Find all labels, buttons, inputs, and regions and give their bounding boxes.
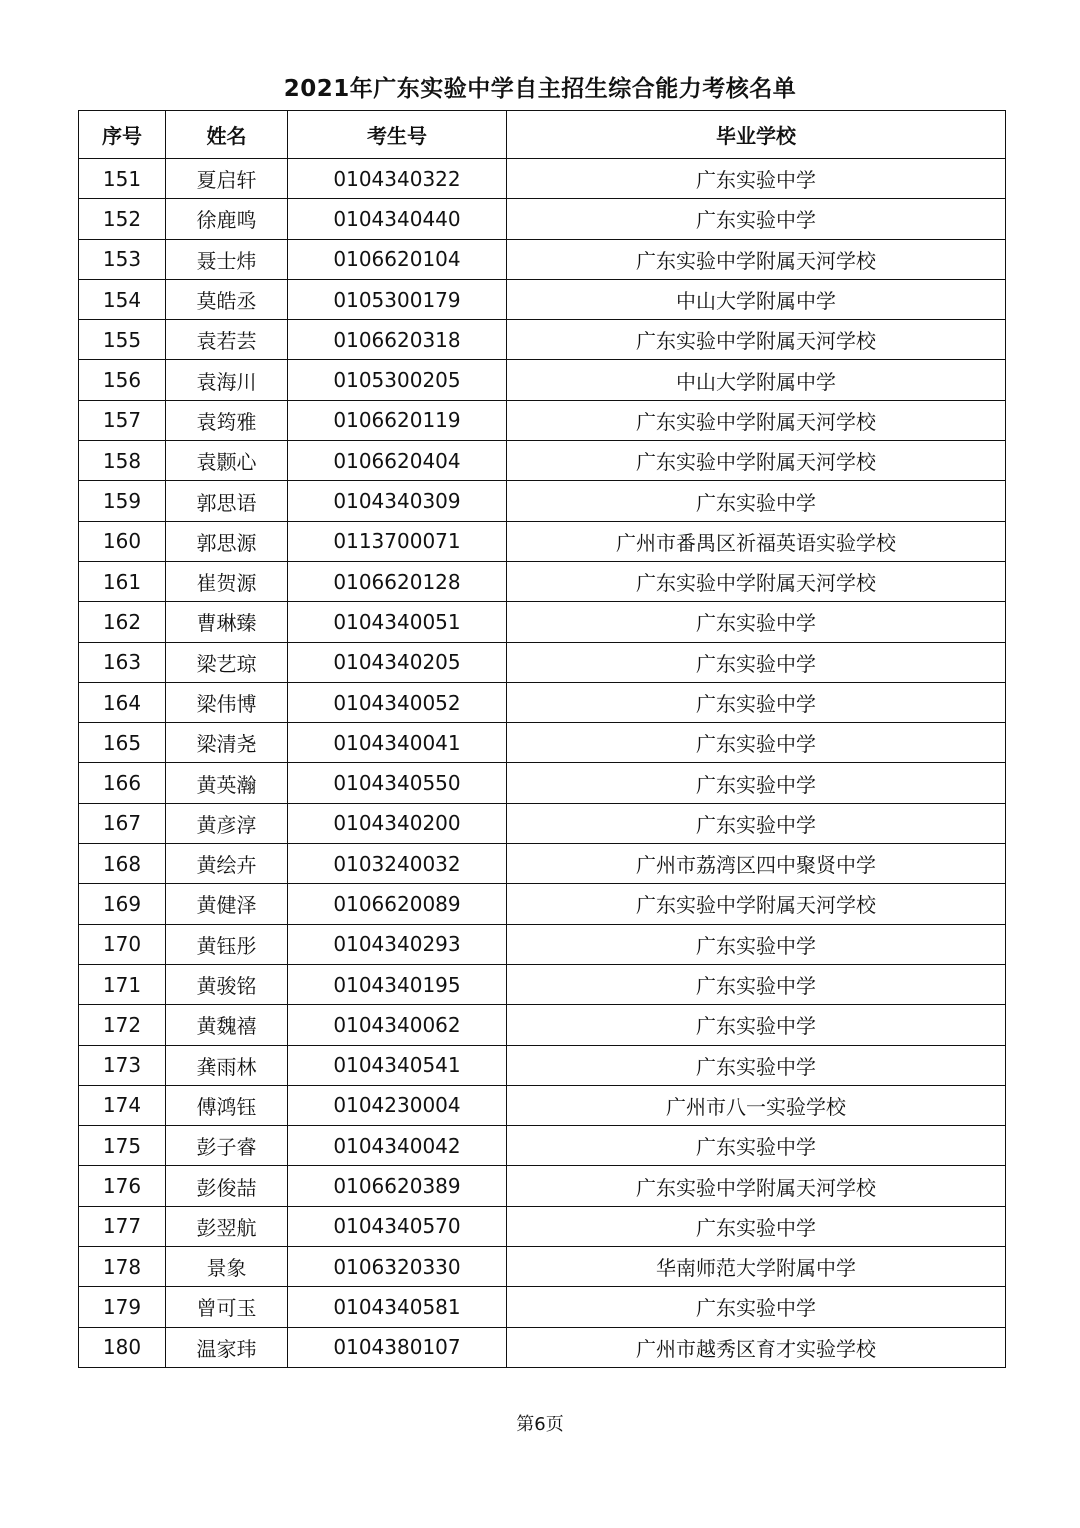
cell-candidate-number: 0104340293: [288, 924, 507, 964]
cell-serial-number: 156: [79, 360, 166, 400]
page-title: 2021年广东实验中学自主招生综合能力考核名单: [283, 76, 797, 102]
cell-serial-number: 177: [79, 1206, 166, 1246]
cell-graduation-school: 广东实验中学: [507, 199, 1006, 239]
header-graduation-school: 毕业学校: [507, 111, 1006, 159]
cell-candidate-number: 0106620128: [288, 561, 507, 601]
cell-graduation-school: 广东实验中学附属天河学校: [507, 239, 1006, 279]
table-row: [79, 1005, 1006, 1045]
header-name: 姓名: [166, 111, 288, 159]
cell-name: 袁若芸: [166, 320, 288, 360]
cell-candidate-number: 0104340200: [288, 803, 507, 843]
cell-name: 聂士炜: [166, 239, 288, 279]
cell-graduation-school: 广东实验中学: [507, 481, 1006, 521]
table-row: [79, 360, 1006, 400]
cell-serial-number: 170: [79, 924, 166, 964]
cell-graduation-school: 广东实验中学附属天河学校: [507, 561, 1006, 601]
candidate-table: [78, 110, 1006, 1368]
cell-serial-number: 179: [79, 1287, 166, 1327]
cell-name: 袁海川: [166, 360, 288, 400]
table-row: [79, 1206, 1006, 1246]
cell-name: 傅鸿钰: [166, 1085, 288, 1125]
cell-serial-number: 154: [79, 279, 166, 319]
table-row: [79, 964, 1006, 1004]
table-row: [79, 239, 1006, 279]
cell-serial-number: 160: [79, 521, 166, 561]
cell-candidate-number: 0104340581: [288, 1287, 507, 1327]
cell-name: 梁伟博: [166, 682, 288, 722]
table-row: [79, 279, 1006, 319]
cell-candidate-number: 0106320330: [288, 1247, 507, 1287]
cell-serial-number: 173: [79, 1045, 166, 1085]
cell-name: 曹琳臻: [166, 602, 288, 642]
cell-candidate-number: 0104340550: [288, 763, 507, 803]
cell-candidate-number: 0104340051: [288, 602, 507, 642]
cell-name: 崔贺源: [166, 561, 288, 601]
cell-graduation-school: 广东实验中学: [507, 159, 1006, 199]
cell-graduation-school: 广东实验中学附属天河学校: [507, 400, 1006, 440]
cell-candidate-number: 0106620404: [288, 441, 507, 481]
header-serial-number: 序号: [79, 111, 166, 159]
cell-name: 袁筠雅: [166, 400, 288, 440]
table-row: [79, 1126, 1006, 1166]
cell-graduation-school: 广东实验中学: [507, 642, 1006, 682]
cell-graduation-school: 广东实验中学: [507, 763, 1006, 803]
cell-name: 景象: [166, 1247, 288, 1287]
page-number: 第6页: [516, 1414, 564, 1435]
cell-serial-number: 175: [79, 1126, 166, 1166]
cell-graduation-school: 广东实验中学: [507, 602, 1006, 642]
table-row: [79, 159, 1006, 199]
table-row: [79, 481, 1006, 521]
table-row: [79, 1045, 1006, 1085]
cell-graduation-school: 广州市越秀区育才实验学校: [507, 1327, 1006, 1367]
cell-serial-number: 152: [79, 199, 166, 239]
cell-serial-number: 158: [79, 441, 166, 481]
cell-serial-number: 157: [79, 400, 166, 440]
cell-serial-number: 161: [79, 561, 166, 601]
cell-serial-number: 165: [79, 723, 166, 763]
table-body: [79, 159, 1006, 1368]
cell-name: 郭思源: [166, 521, 288, 561]
table-row: [79, 1247, 1006, 1287]
cell-serial-number: 151: [79, 159, 166, 199]
table-row: [79, 1166, 1006, 1206]
cell-graduation-school: 广东实验中学: [507, 1126, 1006, 1166]
cell-name: 黄钰彤: [166, 924, 288, 964]
cell-graduation-school: 广东实验中学: [507, 924, 1006, 964]
cell-graduation-school: 广东实验中学: [507, 1206, 1006, 1246]
cell-name: 黄英瀚: [166, 763, 288, 803]
cell-serial-number: 176: [79, 1166, 166, 1206]
cell-graduation-school: 中山大学附属中学: [507, 360, 1006, 400]
cell-name: 袁颢心: [166, 441, 288, 481]
cell-serial-number: 174: [79, 1085, 166, 1125]
cell-name: 黄骏铭: [166, 964, 288, 1004]
cell-candidate-number: 0104340062: [288, 1005, 507, 1045]
cell-candidate-number: 0113700071: [288, 521, 507, 561]
table-row: [79, 1287, 1006, 1327]
cell-graduation-school: 广东实验中学: [507, 1045, 1006, 1085]
cell-candidate-number: 0104340309: [288, 481, 507, 521]
table-row: [79, 642, 1006, 682]
cell-serial-number: 168: [79, 844, 166, 884]
cell-serial-number: 171: [79, 964, 166, 1004]
cell-candidate-number: 0104340042: [288, 1126, 507, 1166]
table-header-row: [79, 111, 1006, 159]
cell-serial-number: 162: [79, 602, 166, 642]
cell-serial-number: 155: [79, 320, 166, 360]
header-candidate-number: 考生号: [288, 111, 507, 159]
cell-graduation-school: 广东实验中学: [507, 1287, 1006, 1327]
table-row: [79, 1085, 1006, 1125]
cell-serial-number: 180: [79, 1327, 166, 1367]
cell-candidate-number: 0104340570: [288, 1206, 507, 1246]
table-row: [79, 723, 1006, 763]
cell-candidate-number: 0104380107: [288, 1327, 507, 1367]
cell-name: 黄彦淳: [166, 803, 288, 843]
cell-candidate-number: 0104340322: [288, 159, 507, 199]
cell-graduation-school: 广东实验中学: [507, 964, 1006, 1004]
cell-name: 梁清尧: [166, 723, 288, 763]
table-row: [79, 884, 1006, 924]
cell-graduation-school: 广东实验中学: [507, 682, 1006, 722]
cell-candidate-number: 0104340440: [288, 199, 507, 239]
cell-name: 莫皓丞: [166, 279, 288, 319]
cell-serial-number: 167: [79, 803, 166, 843]
cell-graduation-school: 广东实验中学: [507, 1005, 1006, 1045]
table-row: [79, 561, 1006, 601]
cell-name: 郭思语: [166, 481, 288, 521]
cell-name: 彭俊喆: [166, 1166, 288, 1206]
cell-graduation-school: 广东实验中学: [507, 723, 1006, 763]
cell-serial-number: 164: [79, 682, 166, 722]
cell-name: 夏启轩: [166, 159, 288, 199]
cell-name: 温家玮: [166, 1327, 288, 1367]
table-row: [79, 682, 1006, 722]
cell-name: 徐鹿鸣: [166, 199, 288, 239]
cell-serial-number: 169: [79, 884, 166, 924]
table-row: [79, 521, 1006, 561]
cell-graduation-school: 广东实验中学附属天河学校: [507, 1166, 1006, 1206]
table-row: [79, 320, 1006, 360]
table-row: [79, 199, 1006, 239]
cell-serial-number: 178: [79, 1247, 166, 1287]
cell-serial-number: 163: [79, 642, 166, 682]
cell-name: 龚雨林: [166, 1045, 288, 1085]
table-row: [79, 763, 1006, 803]
table-row: [79, 1327, 1006, 1367]
cell-candidate-number: 0105300179: [288, 279, 507, 319]
cell-graduation-school: 广州市八一实验学校: [507, 1085, 1006, 1125]
cell-graduation-school: 广东实验中学附属天河学校: [507, 441, 1006, 481]
cell-candidate-number: 0106620104: [288, 239, 507, 279]
cell-graduation-school: 广州市荔湾区四中聚贤中学: [507, 844, 1006, 884]
cell-candidate-number: 0106620318: [288, 320, 507, 360]
table-row: [79, 602, 1006, 642]
cell-candidate-number: 0104340205: [288, 642, 507, 682]
cell-name: 黄绘卉: [166, 844, 288, 884]
cell-graduation-school: 广东实验中学附属天河学校: [507, 320, 1006, 360]
table-row: [79, 803, 1006, 843]
cell-graduation-school: 中山大学附属中学: [507, 279, 1006, 319]
cell-candidate-number: 0106620119: [288, 400, 507, 440]
cell-candidate-number: 0104340195: [288, 964, 507, 1004]
cell-candidate-number: 0103240032: [288, 844, 507, 884]
cell-candidate-number: 0105300205: [288, 360, 507, 400]
cell-serial-number: 153: [79, 239, 166, 279]
cell-graduation-school: 广东实验中学: [507, 803, 1006, 843]
cell-candidate-number: 0104340041: [288, 723, 507, 763]
cell-candidate-number: 0104340052: [288, 682, 507, 722]
cell-name: 黄魏禧: [166, 1005, 288, 1045]
cell-candidate-number: 0104340541: [288, 1045, 507, 1085]
cell-name: 彭子睿: [166, 1126, 288, 1166]
cell-serial-number: 166: [79, 763, 166, 803]
cell-candidate-number: 0104230004: [288, 1085, 507, 1125]
cell-graduation-school: 广东实验中学附属天河学校: [507, 884, 1006, 924]
cell-name: 彭翌航: [166, 1206, 288, 1246]
cell-serial-number: 172: [79, 1005, 166, 1045]
table-row: [79, 844, 1006, 884]
cell-name: 曾可玉: [166, 1287, 288, 1327]
table-row: [79, 400, 1006, 440]
cell-name: 梁艺琼: [166, 642, 288, 682]
cell-name: 黄健泽: [166, 884, 288, 924]
cell-graduation-school: 华南师范大学附属中学: [507, 1247, 1006, 1287]
cell-candidate-number: 0106620089: [288, 884, 507, 924]
cell-candidate-number: 0106620389: [288, 1166, 507, 1206]
cell-serial-number: 159: [79, 481, 166, 521]
table-row: [79, 924, 1006, 964]
table-row: [79, 441, 1006, 481]
cell-graduation-school: 广州市番禺区祈福英语实验学校: [507, 521, 1006, 561]
